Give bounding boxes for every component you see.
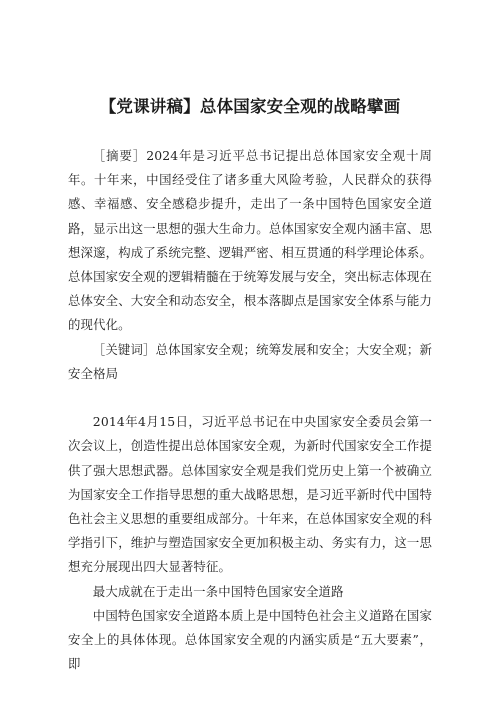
body-paragraph: 2014年4月15日，习近平总书记在中央国家安全委员会第一次会议上，创造性提出总体国家安全观，为新时代国家安全工作提供了强大思想武器。总体国家安全观是我们党历史上第一个被确立为国家安全工作指导思想的重大战略思想，是习近平新时代中国特色社会主义思想的重要组成部分。十年来，在总体国家安全观的科学指引下，维护与塑造国家安全更加积极主动、务实有力，这一思想充分展现出四大显著特征。: [68, 414, 432, 575]
abstract-paragraph: ［摘要］2024年是习近平总书记提出总体国家安全观十周年。十年来，中国经受住了诸多重大风险考验，人民群众的获得感、幸福感、安全感稳步提升，走出了一条中国特色国家安全道路，显示出这一思想的强大生命力。总体国家安全观内涵丰富、思想深邃，构成了系统完整、逻辑严密、相互贯通的科学理论体系。总体国家安全观的逻辑精髓在于统筹发展与安全，突出标志体现在总体安全、大安全和动态安全，根本落脚点是国家安全体系与能力的现代化。: [68, 148, 432, 333]
document-title: 【党课讲稿】总体国家安全观的战略擘画: [99, 97, 401, 116]
section-heading: 最大成就在于走出一条中国特色国家安全道路: [92, 583, 344, 599]
document-body: [68, 144, 432, 676]
body-paragraph: 中国特色国家安全道路本质上是中国特色社会主义道路在国家安全上的具体体现。总体国家安全观的内涵实质是“五大要素”，即: [68, 607, 432, 672]
paragraph-spacer: [68, 386, 432, 410]
keywords-paragraph: ［关键词］总体国家安全观；统筹发展和安全；大安全观；新安全格局: [68, 341, 432, 381]
